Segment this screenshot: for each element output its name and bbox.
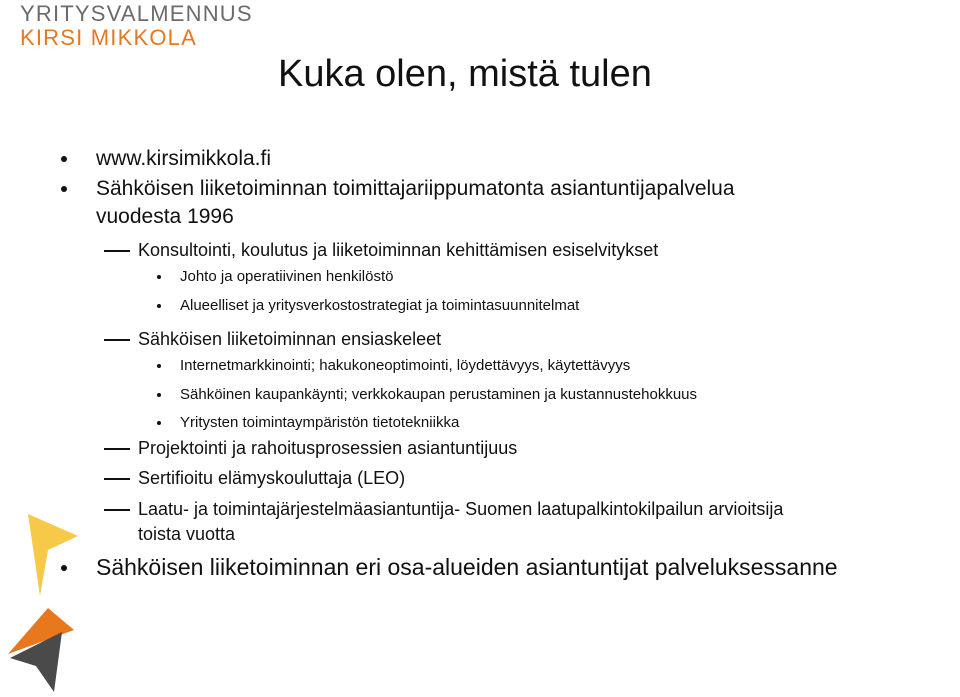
bullet-website: www.kirsimikkola.fi: [96, 147, 272, 170]
bullet-dot: [61, 565, 67, 571]
item-it-environment: Yritysten toimintaympäristön tietotekniikka: [180, 414, 460, 431]
sub-projects: Projektointi ja rahoitusprosessien asiantuntijuus: [138, 438, 518, 458]
item-strategies: Alueelliset ja yritysverkostostrategiat ja toimintasuunnitelmat: [180, 297, 580, 314]
logo-line-2: KIRSI MIKKOLA: [20, 25, 197, 50]
sub-consulting: Konsultointi, koulutus ja liiketoiminnan kehittämisen esiselvitykset: [138, 240, 659, 260]
sub-bullet-dash: [104, 250, 130, 252]
bullet-dot: [157, 275, 161, 279]
item-internet-marketing: Internetmarkkinointi; hakukoneoptimointi, löydettävyys, käytettävyys: [180, 357, 631, 374]
bullet-dot: [157, 421, 161, 425]
sub-bullet-dash: [104, 339, 130, 341]
sub-quality-expert-line-1: Laatu- ja toimintajärjestelmäasiantuntija- Suomen laatupalkintokilpailun arvioitsija: [138, 499, 784, 519]
bullet-dot: [157, 364, 161, 368]
bullet-dot: [61, 186, 67, 192]
sub-quality-expert-line-2: toista vuotta: [138, 524, 236, 544]
bullet-service-line-1: Sähköisen liiketoiminnan toimittajariippumatonta asiantuntijapalvelua: [96, 177, 735, 200]
logo-line-1: YRITYSVALMENNUS: [20, 1, 253, 26]
bullet-dot: [157, 304, 161, 308]
bullet-dot: [157, 393, 161, 397]
sub-bullet-dash: [104, 448, 130, 450]
slide-title: Kuka olen, mistä tulen: [278, 53, 652, 95]
sub-bullet-dash: [104, 509, 130, 511]
sub-certified-trainer: Sertifioitu elämyskouluttaja (LEO): [138, 468, 406, 488]
bullet-dot: [61, 156, 67, 162]
bullet-experts: Sähköisen liiketoiminnan eri osa-alueiden asiantuntijat palveluksessanne: [96, 554, 838, 580]
sub-first-steps: Sähköisen liiketoiminnan ensiaskeleet: [138, 329, 442, 349]
bullet-service-line-2: vuodesta 1996: [96, 205, 234, 228]
item-ecommerce: Sähköinen kaupankäynti; verkkokaupan perustaminen ja kustannustehokkuus: [180, 386, 698, 403]
item-management: Johto ja operatiivinen henkilöstö: [180, 268, 394, 285]
sub-bullet-dash: [104, 478, 130, 480]
